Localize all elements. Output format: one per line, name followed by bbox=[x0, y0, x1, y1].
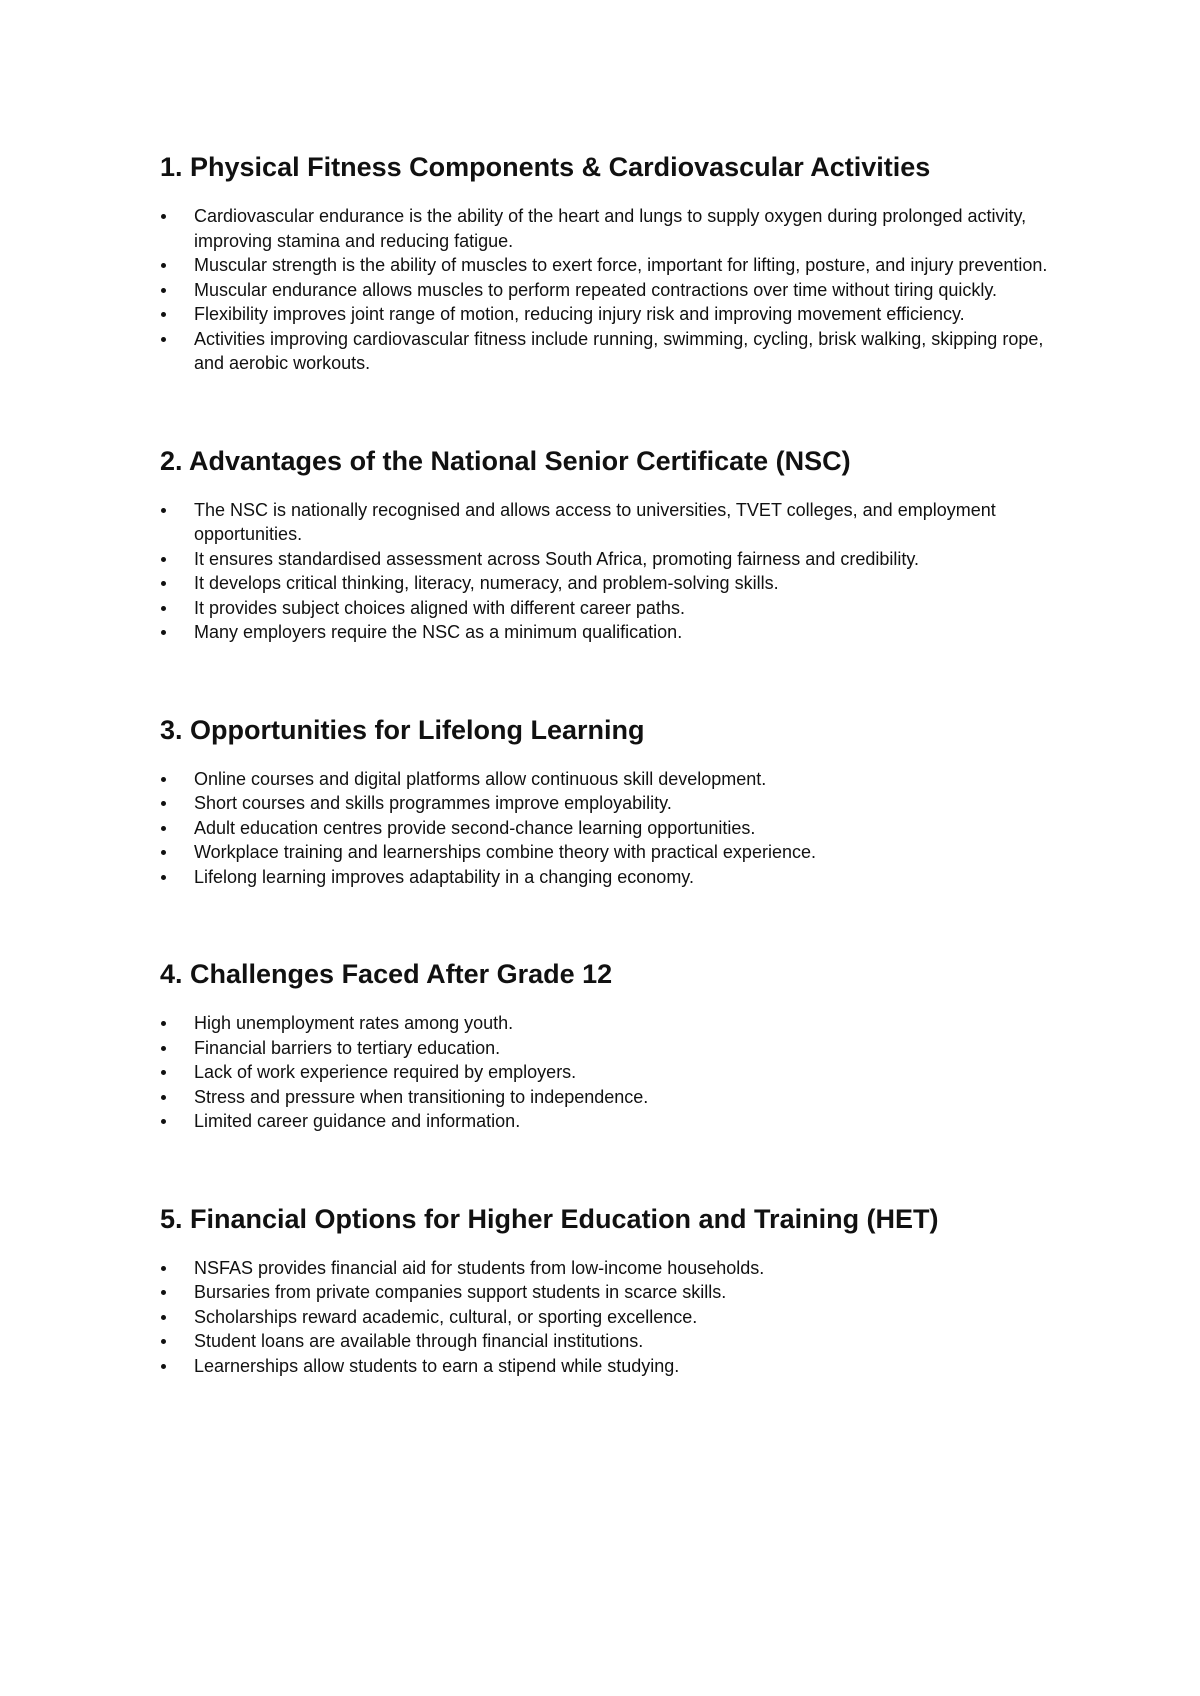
list-item bbox=[160, 204, 1060, 253]
bullet-icon bbox=[161, 263, 166, 268]
bullet-list bbox=[160, 767, 1060, 890]
list-item bbox=[160, 1109, 1060, 1134]
bullet-icon bbox=[161, 606, 166, 611]
bullet-icon bbox=[161, 312, 166, 317]
bullet-list bbox=[160, 498, 1060, 645]
list-item-text: NSFAS provides financial aid for students from low-income households. bbox=[194, 1257, 765, 1278]
list-item-text: Workplace training and learnerships combine theory with practical experience. bbox=[194, 842, 816, 862]
list-item-text: Student loans are available through financial institutions. bbox=[194, 1331, 644, 1351]
list-item bbox=[160, 571, 1060, 596]
section-nsc-advantages bbox=[160, 444, 1060, 645]
bullet-icon bbox=[161, 581, 166, 586]
section-financial-options-het bbox=[160, 1202, 1060, 1379]
list-item bbox=[160, 1329, 1060, 1354]
list-item bbox=[160, 840, 1060, 865]
list-item-text: Bursaries from private companies support students in scarce skills. bbox=[194, 1282, 727, 1302]
bullet-icon bbox=[161, 1315, 166, 1320]
bullet-list bbox=[160, 1256, 1060, 1379]
list-item-text: Short courses and skills programmes improve employability. bbox=[194, 793, 672, 813]
list-item bbox=[160, 1060, 1060, 1085]
bullet-icon bbox=[161, 508, 166, 513]
list-item-text: Stress and pressure when transitioning to independence. bbox=[194, 1086, 649, 1107]
bullet-icon bbox=[161, 1266, 166, 1271]
list-item bbox=[160, 865, 1060, 890]
list-item-text: Muscular endurance allows muscles to perform repeated contractions over time without tiring quickly. bbox=[194, 279, 998, 300]
list-item-text: Scholarships reward academic, cultural, or sporting excellence. bbox=[194, 1306, 698, 1327]
bullet-icon bbox=[161, 826, 166, 831]
bullet-icon bbox=[161, 1290, 166, 1295]
list-item bbox=[160, 1280, 1060, 1305]
section-title: 2. Advantages of the National Senior Certificate (NSC) bbox=[160, 445, 851, 476]
section-challenges-after-grade-12 bbox=[160, 957, 1060, 1134]
list-item-text: Online courses and digital platforms allow continuous skill development. bbox=[194, 768, 767, 789]
bullet-icon bbox=[161, 630, 166, 635]
bullet-icon bbox=[161, 214, 166, 219]
list-item-text: The NSC is nationally recognised and allows access to universities, TVET colleges, and employment opportunities. bbox=[194, 499, 996, 544]
list-item-text: Cardiovascular endurance is the ability of the heart and lungs to supply oxygen during prolonged activity, improving stamina and reducing fatigue. bbox=[194, 206, 1027, 251]
list-item bbox=[160, 1256, 1060, 1281]
section-physical-fitness bbox=[160, 150, 1060, 376]
bullet-icon bbox=[161, 850, 166, 855]
list-item bbox=[160, 1085, 1060, 1110]
list-item bbox=[160, 547, 1060, 572]
list-item bbox=[160, 767, 1060, 792]
list-item bbox=[160, 498, 1060, 547]
list-item-text: Limited career guidance and information. bbox=[194, 1111, 521, 1131]
list-item-text: High unemployment rates among youth. bbox=[194, 1013, 514, 1033]
bullet-icon bbox=[161, 1119, 166, 1124]
bullet-icon bbox=[161, 288, 166, 293]
list-item-text: Adult education centres provide second-chance learning opportunities. bbox=[194, 817, 756, 838]
list-item-text: Financial barriers to tertiary education. bbox=[194, 1037, 501, 1058]
section-title: 4. Challenges Faced After Grade 12 bbox=[160, 959, 613, 989]
bullet-icon bbox=[161, 557, 166, 562]
list-item-text: Learnerships allow students to earn a stipend while studying. bbox=[194, 1355, 680, 1376]
bullet-icon bbox=[161, 1095, 166, 1100]
list-item bbox=[160, 791, 1060, 816]
list-item-text: Lack of work experience required by employers. bbox=[194, 1062, 577, 1082]
bullet-icon bbox=[161, 1364, 166, 1369]
list-item-text: Many employers require the NSC as a minimum qualification. bbox=[194, 622, 683, 642]
bullet-list bbox=[160, 204, 1060, 376]
list-item bbox=[160, 278, 1060, 303]
list-item bbox=[160, 253, 1060, 278]
section-title: 3. Opportunities for Lifelong Learning bbox=[160, 714, 645, 745]
list-item-text: It provides subject choices aligned with different career paths. bbox=[194, 597, 685, 618]
bullet-icon bbox=[161, 777, 166, 782]
bullet-icon bbox=[161, 1070, 166, 1075]
bullet-icon bbox=[161, 1046, 166, 1051]
list-item bbox=[160, 327, 1060, 376]
list-item-text: Muscular strength is the ability of muscles to exert force, important for lifting, posture, and injury prevention. bbox=[194, 255, 1048, 275]
list-item-text: It ensures standardised assessment across South Africa, promoting fairness and credibility. bbox=[194, 548, 920, 569]
bullet-icon bbox=[161, 801, 166, 806]
list-item bbox=[160, 1036, 1060, 1061]
list-item bbox=[160, 302, 1060, 327]
list-item bbox=[160, 816, 1060, 841]
list-item bbox=[160, 1011, 1060, 1036]
bullet-icon bbox=[161, 337, 166, 342]
list-item bbox=[160, 596, 1060, 621]
list-item-text: Activities improving cardiovascular fitness include running, swimming, cycling, brisk walking, skipping rope, and aerobic workouts. bbox=[194, 328, 1044, 373]
bullet-icon bbox=[161, 1021, 166, 1026]
list-item-text: Lifelong learning improves adaptability in a changing economy. bbox=[194, 866, 694, 887]
bullet-icon bbox=[161, 875, 166, 880]
section-title: 1. Physical Fitness Components & Cardiovascular Activities bbox=[160, 152, 931, 182]
list-item bbox=[160, 1354, 1060, 1379]
document-page bbox=[160, 150, 1060, 1446]
bullet-icon bbox=[161, 1339, 166, 1344]
list-item-text: Flexibility improves joint range of motion, reducing injury risk and improving movement efficiency. bbox=[194, 304, 965, 324]
list-item-text: It develops critical thinking, literacy, numeracy, and problem-solving skills. bbox=[194, 573, 779, 593]
section-lifelong-learning bbox=[160, 713, 1060, 890]
section-title: 5. Financial Options for Higher Education and Training (HET) bbox=[160, 1203, 939, 1234]
list-item bbox=[160, 620, 1060, 645]
bullet-list bbox=[160, 1011, 1060, 1134]
list-item bbox=[160, 1305, 1060, 1330]
